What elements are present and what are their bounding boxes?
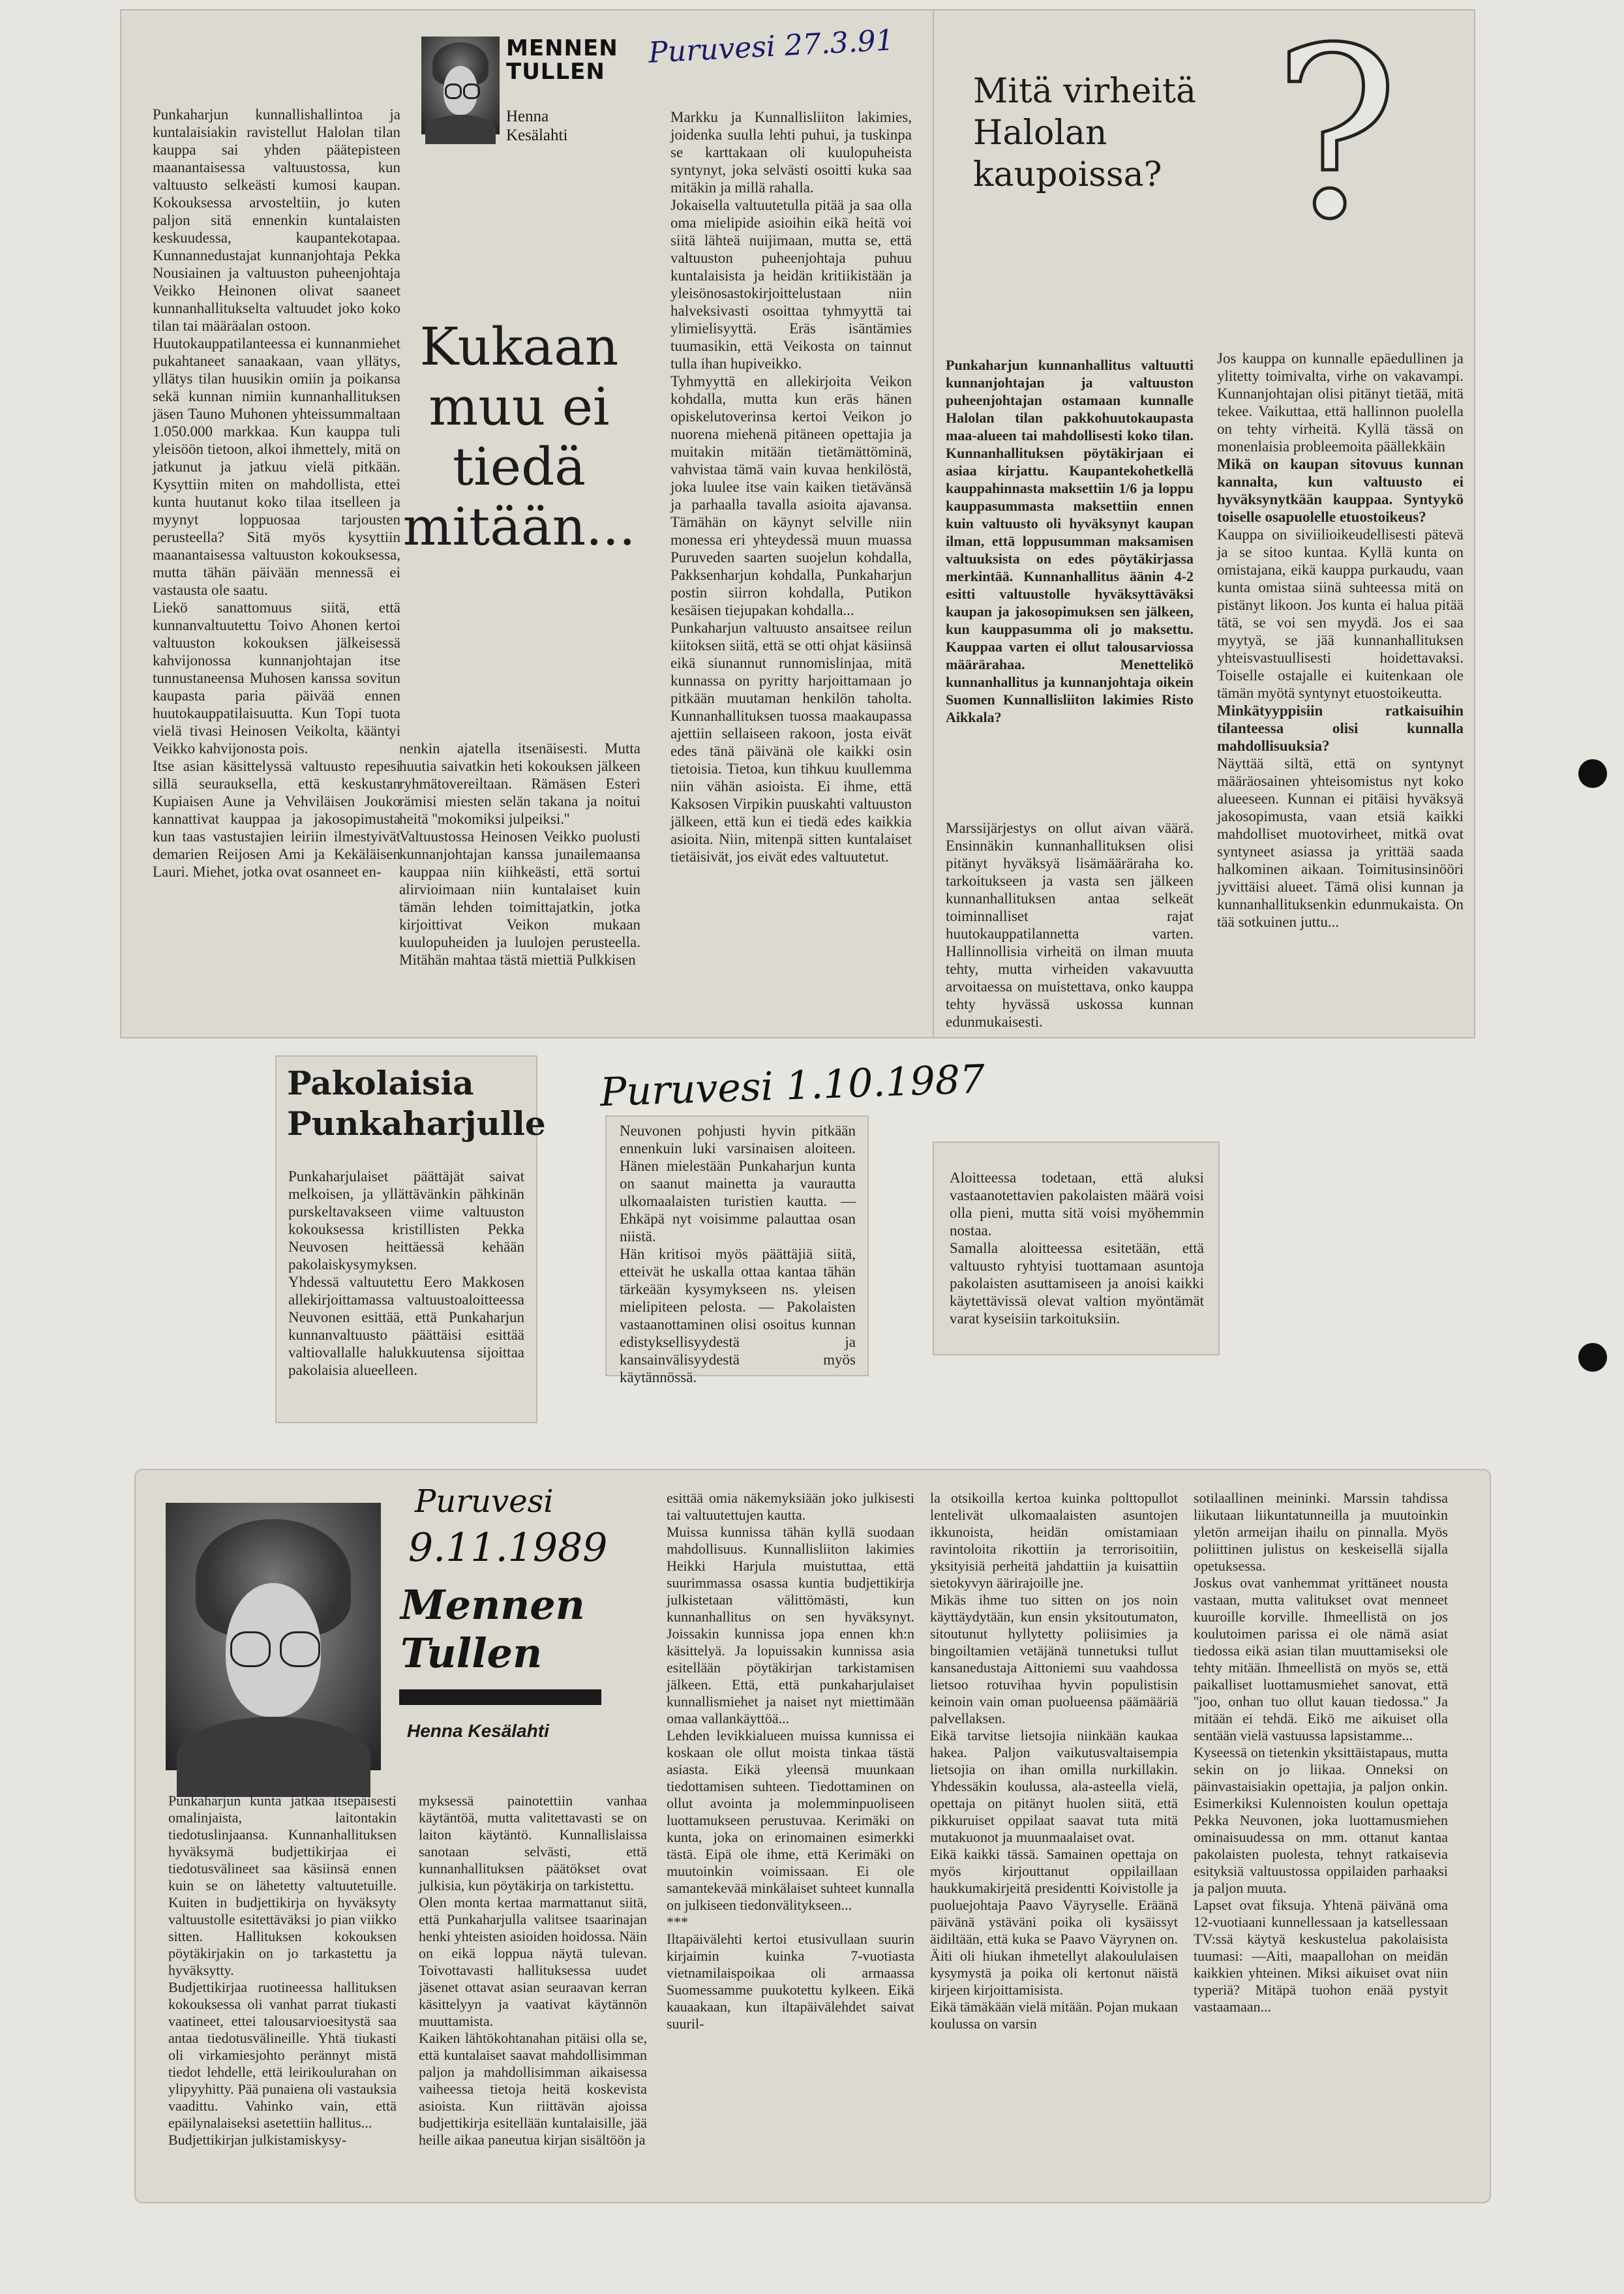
column-header-author: Henna Kesälahti: [506, 108, 568, 144]
article4-column-1: Punkaharjun kunta jatkaa itsepäisesti omalinjaista, laitontakin tiedotuslinjaansa. Kunnanhallituksen hyväksymä budjettikirjaa ei tiedotusvälineet saa käsiinsä ennen kuin se on lähetetty valtuutetuille. Kuiten in budjettikirja on hyväksyty valtuustolle esitettäväksi jo pian viikko sitten. Hallituksen kokouksen pöytäkirjakin on jo tarkastettu ja hyväksytty. Budjettikirjaa ruotineessa hallituksen kokouksessa oli vanhat parrat tiukasti vaatineet, ettei talousarvioesitystä saa antaa tiedotusvälineille. Yhtä tiukasti oli virkamiesjohto perännyt mistä tiedot lehdelle, että leirikoulurahan on ylipyyhitty. Pää punaiena oli vastauksia vaadittu. Vahinko vain, että epäilynalaiseksi asetettiin hallitus... Budjettikirjan julkistamiskysy-: [168, 1792, 397, 2148]
handwritten-date-2: Puruvesi 1.10.1987: [599, 1056, 986, 1116]
clipping-pakolaisia-col2: [607, 1117, 867, 1385]
clipping-pakolaisia-col1: [277, 1057, 546, 1422]
question-mark-graphic: ?: [1273, 0, 1400, 271]
article4-title-line1: Mennen: [400, 1581, 585, 1629]
article2-question-2: Minkätyyppisiin ratkaisuihin tilanteessa olisi kunnalla mahdollisuuksia?: [1217, 702, 1464, 754]
article1-headline: Kukaan muu ei tiedä mitään...: [402, 316, 636, 557]
article4-column-4: la otsikoilla kertoa kuinka polttopullot lentelivät ulkomaalaisten asuntojen ikkunoista, heidän omistamiaan ravintoloita rikottiin ja terrorisoitiin, yksityisiä perheitä jahdattiin ja kuisattiin sietokyvyn äärirajoille jne. Mikäs ihme tuo sitten on jos noin käyttäydytään, kun ensin yksitoutumaton, sitoutunut hyllytetty poliisimies ja bingoiltamien vetäjänä tunnetuksi tullut kansanedustaja Aittoniemi suu vaahdossa lietsoo rotuvihaa hyvin populistisin keinoin vain oman puolueensa päämääriä palvellaksen. Eikä tarvitse lietsojia niinkään kaukaa hakea. Paljon vaikutusvaltaisempia lietsojia on ihan omilla nurkillakin. Yhdessäkin koulussa, ala-asteella vielä, opettaja on pitänyt huolen siitä, että pikkuruiset oppilaat saavat tuta mitä mutakuonot ja muunmaalaiset ovat. Eikä kaikki tässä. Samainen opettaja on myös kirjouttanut oppilaillaan haukkumakirjeitä presidentti Koivistolle ja puoluejohtaja Paavo Väyryselle. Eräänä päivänä ystäväni poika oli kysäissyt äidiltään, että kuka se Paavo Väyrynen on. Äiti oli hiukan ihmetellyt alakoululaisen kysymystä ja poika oli kertonut näistä kirjeen kirjoittamisista. Eikä tämäkään vielä mitään. Pojan mukaan koulussa on varsin: [930, 1490, 1178, 2032]
article1-column-3: Markku ja Kunnallisliiton lakimies, joidenka suulla lehti puhui, ja tuskinpa se karttakaan oli kuulopuheista syntynyt, joka selvästi osoitti kuka saa mitäkin ja millä rahalla. Jokaisella valtuutetulla pitää ja saa olla oma mielipide asioihin eikä heitä voi siitä lähteä nuijimaan, mutta se, että valtuuston puheenjohtaja puhuu kuntalaisista ja heidän kritiikistään ja yleisönosastokirjoittelustaan niin halveksivasti osoittaa tyhmyyttä tai ylimielisyyttä. Eräs isäntämies tuumasikin, että Veikosta on tainnut tulla ihan hupiveikko. Tyhmyyttä en allekirjoita Veikon kohdalla, mutta kun eräs hänen opiskelutoverinsa kertoi Veikon jo nuorena miehenä pitäneen opettajia ja muitakin mitään tietämättöminä, vahvistaa tämä vain kuvaa henkilöstä, joka luulee itse vain kaiken tietävänsä ja parhaalla tavalla asioita ajavansa. Tämähän on käynyt selville niin monessa eri yhteydessä muun muassa Puruveden saarten suojelun kohdalla, Pakksenharjun kohdalla, Punkaharjun postin siirron kohdalla, Putikon kesäisen tiejupakan kohdalla... Punkaharjun valtuusto ansaitsee reilun kiitoksen siitä, että se otti ohjat käsiinsä eikä siunannut runnomislinjaa, mitä kunnassa on pyritty harjoittamaan jo pitkään muutaman henkilön taholta. Kunnanhallituksen tuossa maakaupassa ajettiin sellaiseen rakoon, josta eivät edes tänä päivänä ole kaikki osin tietoisia. Tietoa, kun tihkuu kuullemma niin vähän asioista. Ei ihme, että Kaksosen Virpikin puuskahti valtuuston jälkeen, että kun ei tiedä edes kaikkia asioita. Niin, mitenpä sitten kuntalaiset tietäisivät, jos eivät edes valtuutetut.: [670, 109, 912, 865]
article4-column-3: esittää omia näkemyksiään joko julkisesti tai valtuutettujen kautta. Muissa kunnissa tähän kyllä suodaan mahdollisuus. Kunnallisliiton lakimies Heikki Harjula muistuttaa, että suurimmassa osassa kuntia budjettikirja julkistetaan välittömästi, kun kunnanhallitus on sen hyväksynyt. Joissakin kunnissa jopa ennen kh:n käsittelyä. Ja lopuissakin kunnissa asia esitellään pöytäkirjan tarkistamisen jälkeen. Että, että punkaharjulaiset kunnallismiehet ja naiset nyt miettimään omaa vallankäyttöä... Lehden levikkialueen muissa kunnissa ei koskaan ole ollut moista tinkaa tästä asiasta. Eikä yleensä muunkaan tiedottamisen suhteen. Tiedottaminen on ollut avointa ja molemminpuoliseen luottamukseen perustuvaa. Kerimäki on kunta, joka on erinomainen esimerkki tästä. Eipä ole ihme, että Kerimäki on muutoinkin voimissaan. Ei ole samantekevää minkälaiset suhteet kunnalla on julkiseen tiedonvälitykseen... *** Iltapäivälehti kertoi etusivullaan suurin kirjaimin kuinka 7-vuotiasta vietnamilaispoikaa oli armaassa Suomessamme puukotettu kylkeen. Eikä kauaakaan, kun iltapäivälehdet saivat suuril-: [667, 1490, 914, 2032]
clipping-kukaan-muu: [121, 10, 933, 1037]
article3-headline-line2: Punkaharjulle: [287, 1104, 546, 1143]
article4-column-5: sotilaallinen meininki. Marssin tahdissa liikutaan liikuntatunneilla ja muutoinkin yletön armeijan ihailu on pinnalla. Myös poliittinen julistus on keskeisellä sijalla opetuksessa. Joskus ovat vanhemmat yrittäneet nousta vastaan, mutta valitukset ovat menneet kuuroille korville. Ihmeellistä on jos koulutoimen parissa ei ole nämä asiat tiedossa eikä asian tilan muuttamiseksi ole tehty mitään. Ihmeellistä on myös se, että paikalliset luottamusmiehet sanovat, että ''joo, onhan tuo ollut kauan tiedossa.'' Ja mitään ei tehdä. Eikö me aikuiset olla sentään vielä vastuussa lapsistamme... Kyseessä on tietenkin yksittäistapaus, mutta sekin on jo liikaa. Onneksi on päinvastaisiakin opettajia, ja paljon onkin. Esimerkiksi Kulennoisten koulun opettaja Pekka Neuvonen, joka luottamusmiehen ominaisuudessa on mm. ottanut kantaa pakolaisten puolesta, tehnyt ratkaisevia esityksiä valtuustossa oppilaiden parhaaksi ja paljon muuta. Lapset ovat fiksuja. Yhtenä päivänä oma 12-vuotiaani kunnellessaan ja katsellessaan TV:ssä käytyä keskustelua pakolaisista tuumasi: —Aiti, maapallohan on meidän kaikkien yhteinen. Miksi aikuiset ovat niin typeriä? Mitäpä tuohon enää pystyit vastaamaan...: [1194, 1490, 1448, 2015]
article2-body-2: Jos kauppa on kunnalle epäedullinen ja ylitetty toimivalta, virhe on vakavampi. Kunnanjohtajan olisi pitänyt tietää, mitä tekee. Vaikuttaa, että hallinnon puolella on tehty virheitä. Kyllä tässä on monenlaisia probleemoita päällekkäin: [1217, 350, 1464, 455]
article4-column-2: myksessä painotettiin vanhaa käytäntöä, mutta valitettavasti se on laiton käytäntö. Kunnallislaissa sanotaan selvästi, että kunnanhallituksen päätökset ovat julkisia, kun pöytäkirja on tarkistettu. Olen monta kertaa marmattanut siitä, että Punkaharjulla valitsee tsaarinajan henki yhteisten asioiden hoidossa. Näin on eikä loppua näytä tulevan. Toivottavasti hallituksessa uudet jäsenet ottavat asian seuraavan kerran käsittelyyn ja vaativat käytännön muuttamista. Kaiken lähtökohtanahan pitäisi olla se, että kuntalaiset saavat mahdollisimman paljon ja mahdollisimman aikaisessa vaiheessa tietoja heitä koskevista asioista. Kun riittävän ajoissa budjettikirja esitellään kuntalaisille, jää heille aikaa paneutua kirjan sisältöön ja: [419, 1792, 647, 2148]
article2-question-1: Mikä on kaupan sitovuus kunnan kannalta, kun valtuusto ei hyväksynytkään kauppaa. Syntyykö toiselle osapuolelle etuostoikeus?: [1217, 456, 1464, 525]
clipping-mita-virheita: [934, 0, 1474, 1037]
article1-column-1: Punkaharjun kunnallishallintoa ja kuntalaisiakin ravistellut Halolan tilan kauppa sai yhden päätepisteen maanantaisessa valtuustossa, kun valtuusto selkeästi kumosi kaupan. Kokouksessa arvosteltiin, jo kuten paljon sitä ennenkin kuntalaisten keskuudessa, kaupantekotapaa. Kunnannedustajat kunnanjohtaja Pekka Nousiainen ja valtuuston puheenjohtaja Veikko Heinonen olivat saaneet kunnanhallitukselta valtuudet joko koko tilan tai määräalan ostoon. Huutokauppatilanteessa ei kunnanmiehet pukahtaneet sanaakaan, vaan yllätys, yllätys tilan huusikin omiin ja poikansa sekä kunnan nimiin kunnanhallituksen jäsen Tauno Muhonen yhteissummaltaan 1.050.000 markkaa. Kun kauppa tuli yleisöön tietoon, alkoi ihmettely, mitä on jatkunut ja jatkuu vielä pitkään. Kysyttiin miten on mahdollista, ettei kunta huutanut koko tilaa itselleen ja myynyt loppuosaa tarjousten perusteella? Sitä myös kysyttiin maanantaisessa valtuuston kokouksessa, mutta tähän päivään mennessä ei vastausta ole saatu. Liekö sanattomuus siitä, että kunnanvaltuutettu Toivo Ahonen kertoi valtuuston kokouksen jälkeisessä kahvijonossa kunnanjohtajan itse tunnustaneensa Muhosen kanssa sovitun kaupasta paria päivää ennen huutokauppatilaisuutta. Kun Topi tuota vielä tivasi Heinosen Veikolta, kääntyi Veikko kahvijonosta pois. Itse asian käsittelyssä valtuusto repesi sillä seurauksella, että keskustan Kupiaisen Aune ja Vehviläisen Jouko kannattivat kauppaa ja jakosopimusta kun taas vastustajien leiriin ilmestyivät demarien Reijosen Ami ja Kekäläisen Lauri. Miehet, jotka ovat osanneet en-: [153, 106, 400, 880]
handwritten-date-1: Puruvesi 27.3.91: [647, 23, 895, 70]
title-underline-bar: [399, 1689, 601, 1705]
article3-column-1: Punkaharjulaiset päättäjät saivat melkoisen, ja yllättävänkin pähkinän purskeltavakseen viime valtuuston kokouksessa kristillisten Pekka Neuvosen heittäessä kehään pakolaiskysymyksen. Yhdessä valtuutettu Eero Makkosen allekirjoittamassa valtuustoaloitteessa Neuvonen esittää, että Punkaharjun kunnanvaltuusto päättäisi esittää valtiovallalle halukkuutensa sijoittaa pakolaisia alueelleen.: [288, 1168, 524, 1378]
binder-hole-top: [1578, 759, 1607, 788]
article3-column-3: Aloitteessa todetaan, että aluksi vastaanotettavien pakolaisten määrä voisi olla pieni, mutta sitä voisi myöhemmin nostaa. Samalla aloitteessa esitetään, että valtuusto ryhtyisi tuottamaan asuntoja pakolaisten asuttamiseen ja anoisi kaikki käytettävissä olevat valtion myöntämät varat kyseisiin tarkoituksiin.: [950, 1170, 1204, 1327]
article2-body-1: Marssijärjestys on ollut aivan väärä. Ensinnäkin kunnanhallituksen olisi pitänyt hyväksyä lisämääräraha ko. tarkoitukseen ja vasta sen jälkeen kunnanhallituksen antaa selkeät toiminnalliset rajat huutokauppatilannetta varten. Hallinnollisia virheitä on ilman muuta tehty, mutta virheiden vakavuutta arvoitaessa on muistettava, onko kauppa tehty hyvässä uskossa kunnan edunmukaisesti.: [946, 820, 1194, 1030]
column-header-line1: MENNEN: [506, 35, 618, 61]
article2-column-right: [1217, 350, 1464, 931]
article1-column-2: nenkin ajatella itsenäisesti. Mutta huutia saivatkin heti kokouksen jälkeen ryhmätovereiltaan. Rämäsen Esteri rämisi miesten selän takana ja noitui heitä ''mokomiksi julpeiksi.'' Valtuustossa Heinosen Veikko puolusti kunnanjohtajan kanssa junailemaansa kauppaa niin kiihkeästi, että sortui alirvioimaan niin kuntalaiset kuin tämän lehden toimittajatkin, jotka kirjoittivat Veikon mukaan kuulopuheiden ja luulojen perusteella. Mitähän mahtaa tästä miettiä Pulkkisen: [399, 740, 640, 968]
article2-lead: Punkaharjun kunnanhallitus valtuutti kunnanjohtajan ja valtuuston puheenjohtajan ostamaan kunnalle Halolan tilan pakkohuutokaupasta maa-alueen tai mahdollisesti koko tilan. Kunnanhallituksen pöytäkirjaan ei asiaa kirjattu. Kaupantekohetkellä kauppahinnasta maksettiin 1/6 ja loppu kauppasummasta maksettiin ennen kuin valtuusto oli hyväksynyt kaupan ilman, että loppusumman maksamisen valtuuksista on edes pöytäkirjassa merkintää. Kunnanhallitus äänin 4-2 esitti valtuustolle hyväksyttäväksi kaupan ja jakosopimuksen sen jälkeen, kun kauppasumma oli jo maksettu. Kauppaa varten ei ollut talousarviossa määrärahaa. Menettelikö kunnanhallitus ja kunnanjohtaja oikein Suomen Kunnallisliiton lakimies Risto Aikkala?: [946, 357, 1194, 725]
handwritten-source: Puruvesi: [415, 1483, 554, 1520]
article4-title: [400, 1581, 609, 1678]
article2-headline: Mitä virheitä Halolan kaupoissa?: [973, 72, 1196, 194]
column-header-line2: TULLEN: [506, 59, 605, 85]
article4-author: Henna Kesälahti: [407, 1721, 549, 1741]
clipping-mennen-tullen-1989: [136, 1470, 1490, 2202]
article3-column-2: Neuvonen pohjusti hyvin pitkään ennenkuin luki varsinaisen aloiteen. Hänen mielestään Punkaharjun kunta on saanut mainetta ja vaurautta ulkomaalaisten turistien kautta. —Ehkäpä nyt voisimme palauttaa osan niistä. Hän kritisoi myös päättäjiä siitä, etteivät he uskalla ottaa kantaa tähän tärkeään kysymykseen ns. yleisen mielipiteen pelosta. — Pakolaisten vastaanottaminen olisi osoitus kunnan edistyksellisyydestä ja kansainvälisyydestä myös käytännössä.: [620, 1123, 856, 1385]
binder-hole-bottom: [1578, 1343, 1607, 1372]
handwritten-date-3: 9.11.1989: [408, 1525, 608, 1571]
clipping-pakolaisia-col3: [934, 1143, 1218, 1354]
author-photo-small: [421, 37, 500, 134]
article3-headline: [287, 1063, 546, 1144]
column-header-title: [506, 35, 618, 85]
article2-answer-2: Näyttää siltä, että on syntynyt määräosainen yhteisomistus nyt koko alueeseen. Kunnan ei pitäisi hyväksyä jakosopimusta, vaan etsiä kaikki mahdolliset muotovirheet, mitkä ovat syntyneet asiassa ja yrittää saada halkominen aikaan. Toimitusinsinööri jyvittäisi alueet. Tämä olisi kunnan ja kunnanhallituksenkin edunmukaista. On tää sotkuinen juttu...: [1217, 755, 1464, 930]
article2-answer-1: Kauppa on siviilioikeudellisesti pätevä ja se sitoo kuntaa. Kyllä kunta on omistajana, eikä kauppa purkaudu, vaan kunta omistaa siinä suhteessa mitä on pistänyt likoon. Jos kunta ei halua pitää tätä, se voi sen myydä. Jos ei saa myytyä, se jää kunnanhallituksen yhteisvastuullisesti hoidettavaksi. Toiselle ostajalle ei kuitenkaan ole tämän myötä syntynyt etuostoikeutta.: [1217, 526, 1464, 701]
article4-title-line2: Tullen: [400, 1629, 543, 1677]
author-photo-large: [166, 1503, 381, 1770]
article3-headline-line1: Pakolaisia: [287, 1064, 474, 1102]
